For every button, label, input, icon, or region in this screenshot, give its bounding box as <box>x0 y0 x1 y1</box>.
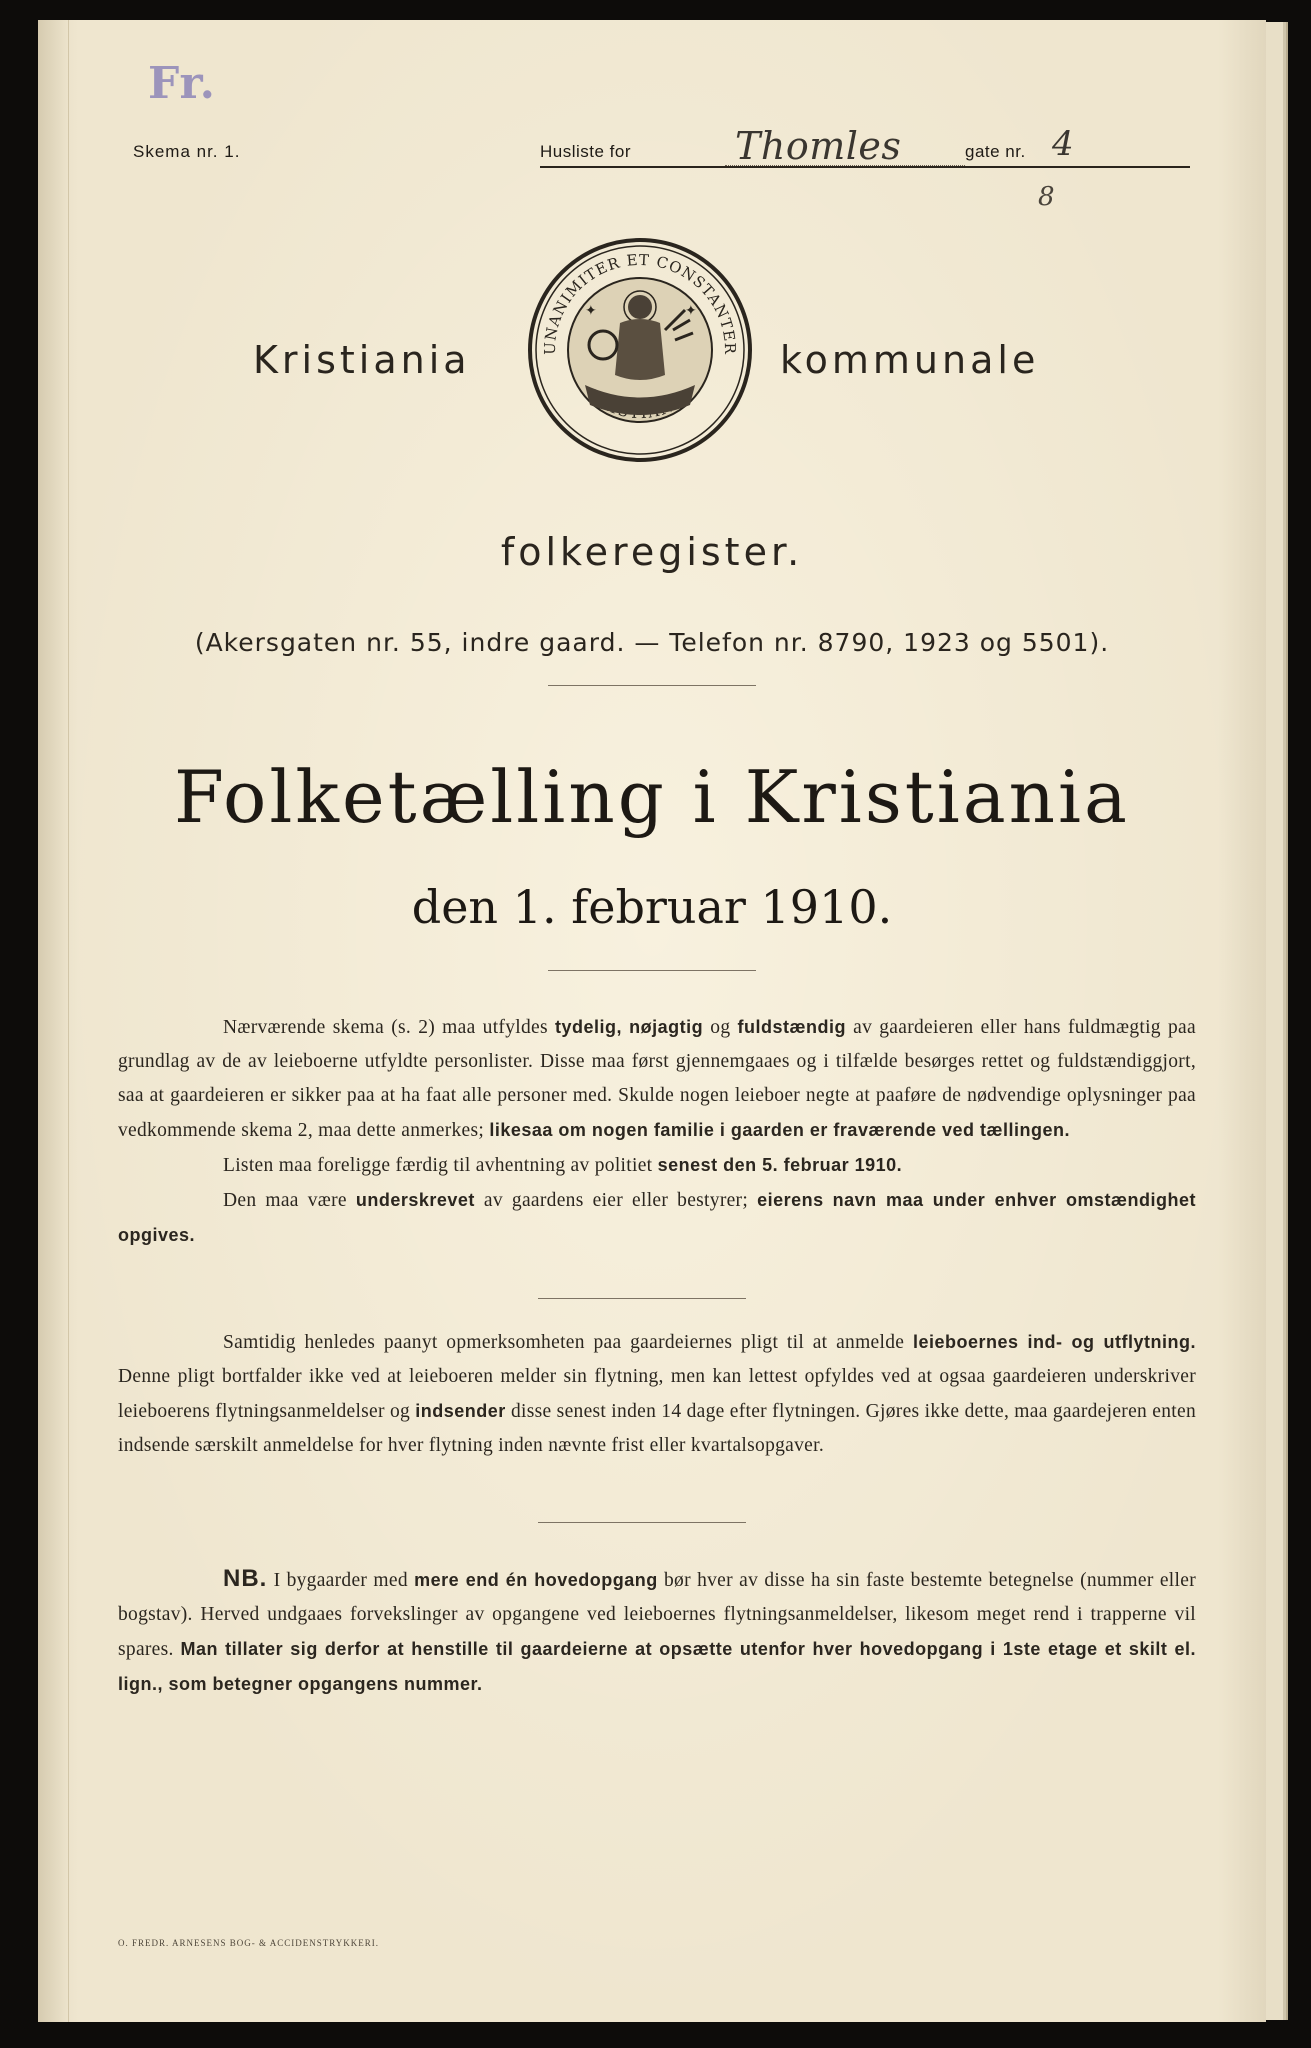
svg-text:✦: ✦ <box>585 303 597 319</box>
divider <box>538 1522 746 1523</box>
divider <box>538 1298 746 1299</box>
instruction-paragraph: Den maa være underskrevet av gaardens eier eller bestyrer; eierens navn maa under enhver omstændighet opgives. <box>118 1190 1196 1245</box>
husliste-line <box>540 120 1190 168</box>
document-page <box>38 20 1266 2022</box>
instructions-block <box>118 1010 1196 1253</box>
page-title: Folketælling i Kristiania <box>174 755 1130 839</box>
husliste-label: Husliste for <box>540 142 632 161</box>
heading-right: kommunale <box>780 338 1040 382</box>
office-address: (Akersgaten nr. 55, indre gaard. — Telefon nr. 8790, 1923 og 5501). <box>194 628 1110 657</box>
street-name-handwritten: Thomles <box>725 127 965 166</box>
nb-paragraph: NB. I bygaarder med mere end én hovedopgang bør hver av disse ha sin faste bestemte betegnelse (nummer eller bogstav). Herved undgaaes forvekslinger av opgangene ved leieboernes flytningsanmeldelser, likesom meget rend i trapperne vil spares. Man tillater sig derfor at henstille til gaardeierne at opsætte utenfor hver hovedopgang i 1ste etage et skilt el. lign., som betegner opgangens nummer. <box>118 1565 1196 1694</box>
instruction-paragraph: Listen maa foreligge færdig til avhentning av politiet senest den 5. februar 1910. <box>223 1155 903 1176</box>
stamp-mark: Fr. <box>148 58 216 109</box>
notice-block <box>118 1325 1196 1463</box>
divider <box>548 970 756 971</box>
skema-number: Skema nr. 1. <box>133 142 241 161</box>
gate-label: gate nr. <box>965 142 1026 161</box>
folkeregister-heading: folkeregister. <box>500 530 804 574</box>
gate-number-handwritten: 4 <box>1052 124 1075 164</box>
svg-text:✦: ✦ <box>685 303 697 319</box>
census-date: den 1. februar 1910. <box>411 880 893 934</box>
seal-text-top: UNANIMITER ET CONSTANTER <box>540 250 740 356</box>
printer-imprint: O. FREDR. ARNESENS BOG- & ACCIDENSTRYKKERI. <box>118 1938 380 1948</box>
nb-block <box>118 1562 1196 1702</box>
page-fold <box>38 20 69 2022</box>
instruction-paragraph: Nærværende skema (s. 2) maa utfyldes tydelig, nøjagtig og fuldstændig av gaardeieren eller hans fuldmægtig paa grundlag av de av leieboerne utfyldte personlister. Disse maa først gjennemgaaes og i tilfælde besørges rettet og fuldstændiggjort, saa at gaardeieren er sikker paa at ha faat alle personer med. Skulde nogen leieboer negte at paaføre de nødvendige oplysninger paa vedkommende skema 2, maa dette anmerkes; likesaa om nogen familie i gaarden er fraværende ved tællingen. <box>118 1017 1196 1141</box>
city-seal-icon <box>525 235 755 465</box>
notice-paragraph: Samtidig henledes paanyt opmerksomheten paa gaardeiernes pligt til at anmelde leieboernes ind- og utflytning. Denne pligt bortfalder ikke ved at leieboeren melder sin flytning, men kan lettest opfyldes ved at ogsaa gaardeieren underskriver leieboerens flytningsanmeldelser og indsender disse senest inden 14 dage efter flytningen. Gjøres ikke dette, maa gaardejeren enten indsende særskilt anmeldelse for hver flytning inden nævnte frist eller kvartalsopgaver. <box>118 1332 1196 1456</box>
margin-number-handwritten: 8 <box>1038 182 1055 212</box>
divider <box>548 685 756 686</box>
heading-left: Kristiania <box>253 338 471 382</box>
nb-label: NB. <box>223 1565 268 1592</box>
